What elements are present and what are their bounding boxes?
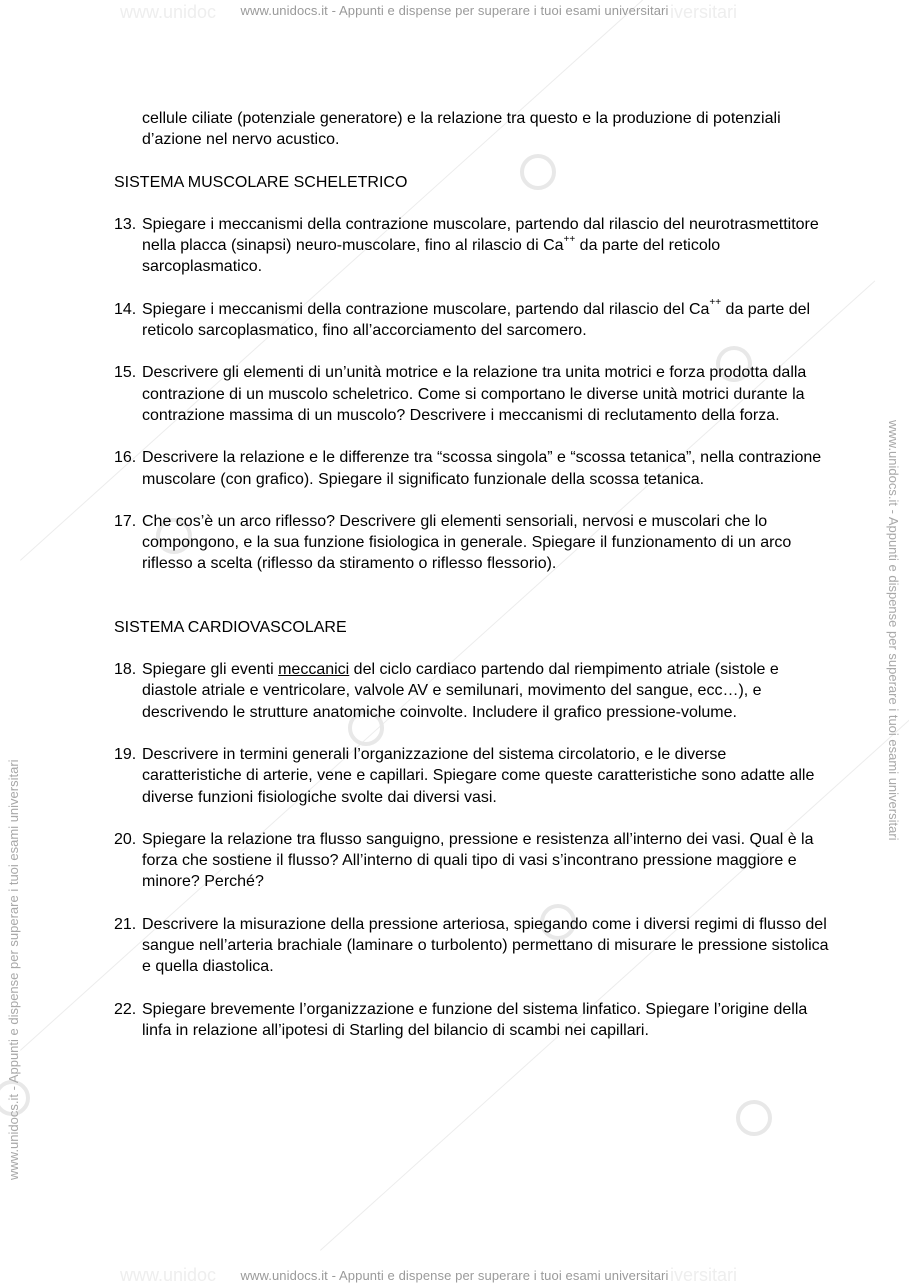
question-text: Spiegare la relazione tra flusso sanguigno, pressione e resistenza all’interno dei vasi. Qual è la forza che sostiene il flusso? All’interno di quali tipo di vasi s’incontrano pressione maggiore e minore? Perché? (142, 830, 814, 891)
footer-watermark[interactable]: www.unidocs.it - Appunti e dispense per superare i tuoi esami universitari (240, 1268, 669, 1283)
question-text: Che cos’è un arco riflesso? Descrivere gli elementi sensoriali, nervosi e muscolari che lo compongono, e la sua funzione fisiologica in generale. Spiegare il funzionamento di un arco riflesso a scelta (riflesso da stiramento o riflesso flessorio). (142, 512, 792, 573)
question-number: 13. (114, 215, 137, 233)
continuation-paragraph: cellule ciliate (potenziale generatore) e la relazione tra questo e la produzione di potenziali d’azione nel nervo acustico. (142, 110, 781, 149)
header-watermark[interactable]: www.unidocs.it - Appunti e dispense per superare i tuoi esami universitari (240, 3, 669, 18)
question-text: da parte del reticolo sarcoplasmatico. (142, 237, 721, 276)
watermark-ghost: www.unidoc (120, 1265, 217, 1285)
question-number: 17. (114, 512, 137, 530)
question-text: Spiegare gli eventi (142, 661, 279, 679)
question-item (114, 511, 829, 575)
question-text: Spiegare brevemente l’organizzazione e funzione del sistema linfatico. Spiegare l’origine della linfa in relazione all’ipotesi di Starling del bilancio di scambi nei capillari. (142, 1000, 808, 1039)
question-number: 21. (114, 915, 137, 933)
question-item (114, 362, 829, 426)
watermark-ghost: iversitari (670, 2, 738, 22)
question-item (114, 447, 829, 490)
question-item (114, 299, 829, 342)
side-watermark-left: www.unidocs.it - Appunti e dispense per superare i tuoi esami universitari (6, 759, 21, 1180)
question-text: Descrivere la misurazione della pressione arteriosa, spiegando come i diversi regimi di flusso del sangue nell’arteria brachiale (laminare o turbolento) permettano di misurare le pressione sistolica e quella diastolica. (142, 915, 829, 976)
spacer (114, 596, 829, 617)
superscript: ++ (709, 297, 722, 309)
question-number: 19. (114, 745, 137, 763)
underlined-word: meccanici (278, 661, 350, 679)
question-number: 22. (114, 1000, 137, 1018)
question-text: Descrivere in termini generali l’organizzazione del sistema circolatorio, e le diverse caratteristiche di arterie, vene e capillari. Spiegare come queste caratteristiche sono adatte alle diverse funzioni fisiologiche svolte dai diversi vasi. (142, 745, 815, 806)
section-title-cardiovascolare: SISTEMA CARDIOVASCOLARE (114, 618, 347, 636)
question-text: da parte del reticolo sarcoplasmatico, fino all’accorciamento del sarcomero. (142, 300, 811, 340)
question-item (114, 659, 829, 723)
question-number: 15. (114, 364, 137, 382)
question-item (114, 914, 829, 978)
question-number: 16. (114, 449, 137, 467)
watermark-ghost: iversitari (670, 1265, 738, 1285)
question-text: Descrivere gli elementi di un’unità motrice e la relazione tra unita motrici e forza prodotta dalla contrazione di un muscolo scheletrico. Come si comportano le diverse unità motrici durante la contrazione massima di un muscolo? Descrivere i meccanismi di reclutamento della forza. (142, 364, 807, 424)
side-watermark-right: www.unidocs.it - Appunti e dispense per superare i tuoi esami universitari (886, 420, 901, 841)
watermark-ghost: www.unidoc (120, 2, 217, 22)
section-title-muscolare: SISTEMA MUSCOLARE SCHELETRICO (114, 173, 408, 191)
question-item (114, 744, 829, 808)
question-item (114, 999, 829, 1042)
question-text: Spiegare i meccanismi della contrazione muscolare, partendo dal rilascio del neurotrasmettitore nella placca (sinapsi) neuro-muscolare, fino al rilascio di Ca (142, 215, 819, 255)
question-number: 14. (114, 300, 137, 318)
question-text: Descrivere la relazione e le differenze tra “scossa singola” e “scossa tetanica”, nella contrazione muscolare (con grafico). Spiegare il significato funzionale della scossa tetanica. (142, 449, 822, 488)
superscript: ++ (563, 233, 576, 245)
question-number: 20. (114, 830, 137, 848)
question-text: Spiegare i meccanismi della contrazione muscolare, partendo dal rilascio del Ca (142, 300, 710, 318)
question-item (114, 214, 829, 278)
question-number: 18. (114, 661, 137, 679)
document-body (114, 108, 829, 1062)
unidocs-logo-icon (736, 1100, 772, 1136)
question-item (114, 829, 829, 893)
question-text: del ciclo cardiaco partendo dal riempimento atriale (sistole e diastole atriale e ventricolare, valvole AV e semilunari, movimento del sangue, ecc…), e descrivendo le strutture anatomiche coinvolte. Includere il grafico pressione-volume. (142, 661, 779, 721)
